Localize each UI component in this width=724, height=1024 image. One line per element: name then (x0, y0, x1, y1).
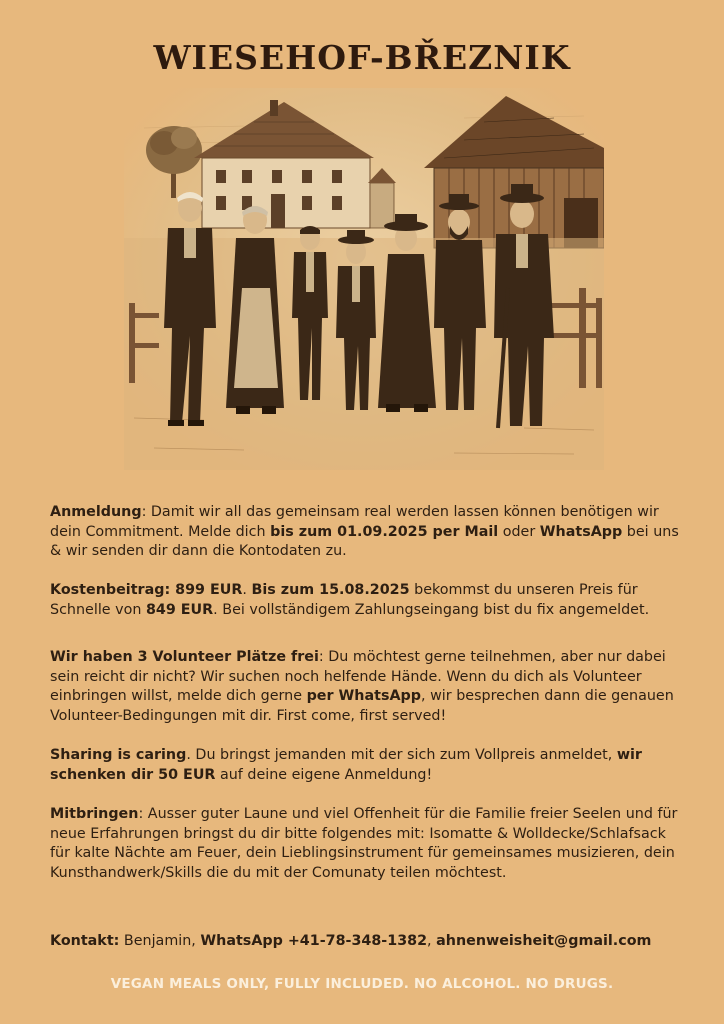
anmeldung-whatsapp: WhatsApp (539, 523, 623, 540)
volunteer-whatsapp: per WhatsApp (306, 688, 422, 705)
sharing-section (50, 746, 680, 785)
kosten-heading: Kostenbeitrag: 899 EUR (50, 582, 243, 598)
kontakt-whatsapp[interactable]: WhatsApp +41-78-348-1382 (200, 933, 428, 949)
mitbringen-heading: Mitbringen (50, 806, 139, 822)
kosten-text-end: . Bei vollständigem Zahlungseingang bist du fix angemeldet. (213, 601, 650, 618)
kontakt-name: Benjamin, (119, 933, 201, 949)
anmeldung-heading: Anmeldung (50, 504, 142, 520)
kontakt-heading: Kontakt: (50, 933, 120, 949)
sharing-text-end: auf deine eigene Anmeldung! (215, 766, 433, 783)
volunteer-text: : Du möchtest gerne teilnehmen, aber nur dabei sein reicht dir nicht? Wir suchen noch helfende Hände. Wenn du dich als Volunteer einbringen willst, melde dich gerne (50, 649, 666, 705)
anmeldung-text-or: oder (498, 523, 540, 540)
kosten-dot: . (242, 582, 252, 598)
sharing-bonus: wir schenken dir 50 EUR (50, 747, 642, 783)
footer-notice: VEGAN MEALS ONLY, FULLY INCLUDED. NO ALCOHOL. NO DRUGS. (110, 976, 614, 992)
sharing-text: . Du bringst jemanden mit der sich zum Vollpreis anmeldet, (186, 747, 617, 763)
mitbringen-text: : Ausser guter Laune und viel Offenheit für die Familie freier Seelen und für neue Erfahrungen bringst du dir bitte folgendes mit: Isomatte & Wolldecke/Schlafsack für kalte Nächte am Feuer, dein Lieblingsinstrument für gemeinsames musizieren, dein Kunsthandwerk/Skills die du mit der Comunaty teilen möchtest. (50, 806, 678, 881)
kosten-early-date: Bis zum 15.08.2025 (251, 582, 410, 598)
kosten-text: bekommst du unseren Preis für Schnelle von (50, 582, 638, 618)
farm-family-illustration (124, 88, 604, 470)
anmeldung-text-end: bei uns & wir senden dir dann die Kontodaten zu. (50, 523, 679, 560)
page-title: WIESEHOF-BŘEZNIK (153, 38, 571, 78)
mitbringen-section (50, 805, 680, 883)
volunteer-heading: Wir haben 3 Volunteer Plätze frei (50, 649, 319, 665)
anmeldung-section (50, 503, 680, 562)
volunteer-text-end: , wir besprechen dann die genauen Volunteer-Bedingungen mit dir. First come, first served! (50, 688, 674, 724)
kontakt-separator: , (427, 933, 437, 949)
kontakt-email[interactable]: ahnenweisheit@gmail.com (436, 933, 652, 949)
kosten-section (50, 581, 680, 620)
kosten-early-price: 849 EUR (145, 601, 214, 618)
sharing-heading: Sharing is caring (50, 747, 187, 763)
volunteer-section (50, 648, 680, 726)
anmeldung-deadline: bis zum 01.09.2025 per Mail (270, 523, 499, 540)
anmeldung-text: : Damit wir all das gemeinsam real werden lassen können benötigen wir dein Commitment. Melde dich (50, 504, 659, 540)
kontakt-section (50, 932, 680, 952)
